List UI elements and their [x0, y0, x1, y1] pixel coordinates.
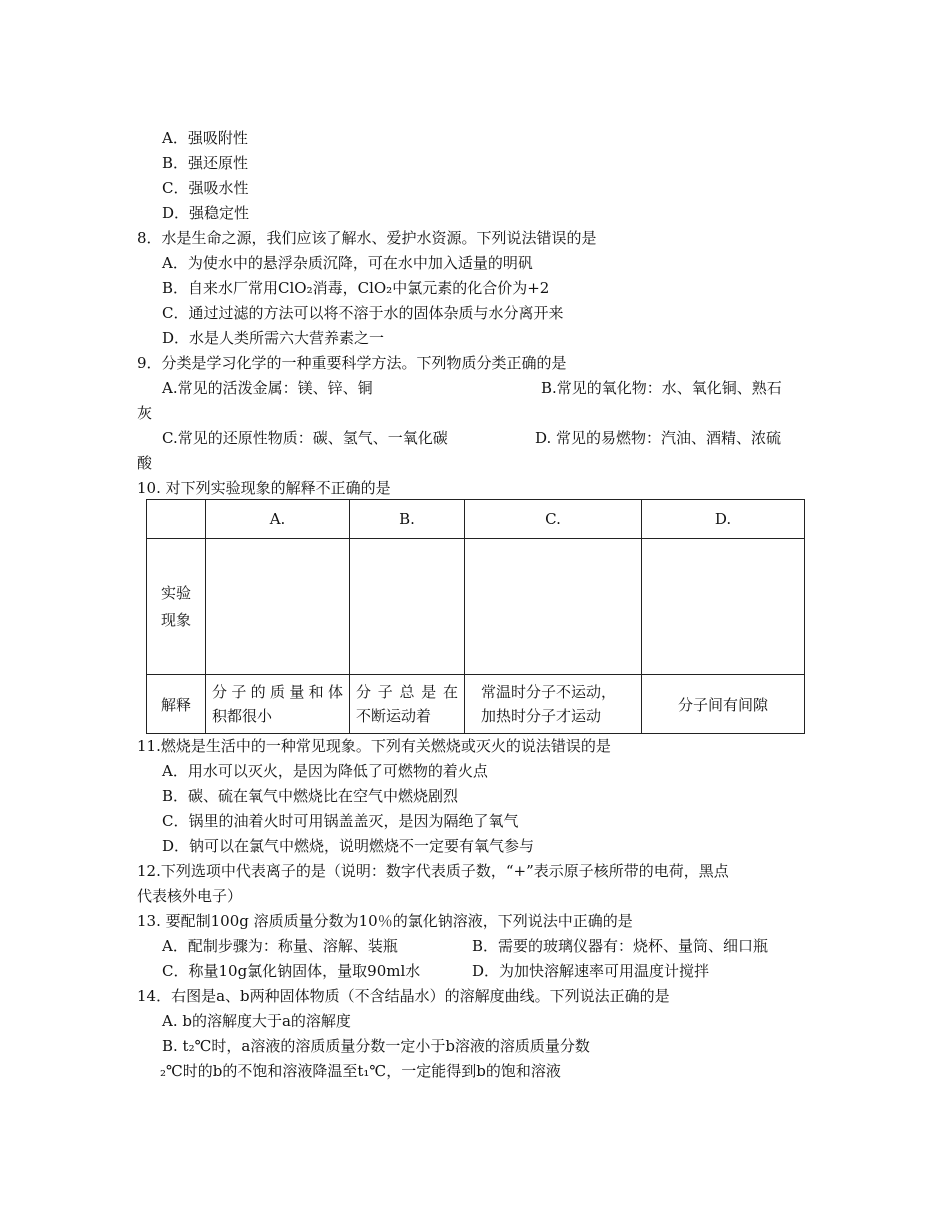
q8-option-c: C．通过过滤的方法可以将不溶于水的固体杂质与水分离开来 [162, 304, 564, 322]
explain-b-line1: 分子总是在 [356, 683, 458, 701]
q11-option-a: A．用水可以灭火，是因为降低了可燃物的着火点 [162, 762, 488, 780]
q8-option-a: A．为使水中的悬浮杂质沉降，可在水中加入适量的明矾 [162, 254, 533, 272]
q13-option-d: D．为加快溶解速率可用温度计搅拌 [472, 962, 710, 980]
row-label-phenomenon-line1: 实验 [160, 583, 191, 602]
explain-cell-b [350, 675, 465, 734]
q9-option-d: D. 常见的易燃物：汽油、酒精、浓硫 [535, 429, 782, 447]
q11-option-c: C．锅里的油着火时可用锅盖盖灭，是因为隔绝了氧气 [162, 812, 519, 830]
explain-a-line1: 分子的质量和体 [212, 683, 343, 701]
q9-option-b-wrap: 灰 [137, 404, 153, 422]
q10-table [146, 499, 805, 734]
row-label-explain: 解释 [147, 675, 206, 734]
q13-stem: 13. 要配制100g 溶质质量分数为10％的氯化钠溶液，下列说法中正确的是 [137, 912, 633, 930]
q11-option-b: B．碳、硫在氧气中燃烧比在空气中燃烧剧烈 [162, 787, 459, 805]
phenomenon-cell-b [350, 539, 465, 675]
q8-option-d: D．水是人类所需六大营养素之一 [162, 329, 385, 347]
q13-option-a: A．配制步骤为：称量、溶解、装瓶 [162, 937, 398, 955]
q14-option-a: A. b的溶解度大于a的溶解度 [162, 1012, 351, 1030]
q7-option-d: D．强稳定性 [162, 204, 250, 222]
q13-option-b: B．需要的玻璃仪器有：烧杯、量筒、细口瓶 [472, 937, 769, 955]
explain-c-line1: 常温时分子不运动， [481, 683, 617, 701]
explain-cell-c [465, 675, 642, 734]
q11-option-d: D．钠可以在氯气中燃烧，说明燃烧不一定要有氧气参与 [162, 837, 535, 855]
q9-stem: 9．分类是学习化学的一种重要科学方法。下列物质分类正确的是 [137, 354, 567, 372]
explain-c-line2: 加热时分子才运动 [481, 707, 602, 725]
q9-option-a: A.常见的活泼金属：镁、锌、铜 [162, 379, 373, 397]
table-header-empty [147, 500, 206, 539]
q10-stem: 10. 对下列实验现象的解释不正确的是 [137, 479, 391, 497]
q7-option-c: C．强吸水性 [162, 179, 249, 197]
table-header-a: A. [206, 500, 350, 539]
q14-option-b: B. t₂℃时，a溶液的溶质质量分数一定小于b溶液的溶质质量分数 [162, 1037, 590, 1055]
table-header-b: B. [350, 500, 465, 539]
explain-b-line2: 不断运动着 [356, 707, 432, 725]
phenomenon-cell-a [206, 539, 350, 675]
row-label-phenomenon [147, 539, 206, 675]
explain-cell-d: 分子间有间隙 [642, 675, 805, 734]
q12-stem-line2: 代表核外电子） [137, 887, 243, 905]
q9-option-b: B.常见的氧化物：水、氧化铜、熟石 [541, 379, 782, 397]
q7-option-a: A．强吸附性 [162, 129, 248, 147]
q12-stem-line1: 12.下列选项中代表离子的是（说明：数字代表质子数，“+”表示原子核所带的电荷，黑点 [137, 862, 729, 880]
table-header-c: C. [465, 500, 642, 539]
explain-a-line2: 积都很小 [212, 707, 273, 725]
q8-option-b: B．自来水厂常用ClO₂消毒，ClO₂中氯元素的化合价为+2 [162, 279, 550, 297]
q8-stem: 8．水是生命之源，我们应该了解水、爱护水资源。下列说法错误的是 [137, 229, 597, 247]
q11-stem: 11.燃烧是生活中的一种常见现象。下列有关燃烧或灭火的说法错误的是 [137, 737, 611, 755]
row-label-phenomenon-line2: 现象 [160, 610, 191, 629]
q14-option-c: ₂℃时的b的不饱和溶液降温至t₁℃，一定能得到b的饱和溶液 [160, 1062, 561, 1080]
q9-option-c: C.常见的还原性物质：碳、氢气、一氧化碳 [162, 429, 448, 447]
table-header-d: D. [642, 500, 805, 539]
q7-option-b: B．强还原性 [162, 154, 249, 172]
explain-cell-a [206, 675, 350, 734]
phenomenon-cell-d [642, 539, 805, 675]
q14-stem: 14．右图是a、b两种固体物质（不含结晶水）的溶解度曲线。下列说法正确的是 [137, 987, 670, 1005]
phenomenon-cell-c [465, 539, 642, 675]
q13-option-c: C．称量10g氯化钠固体，量取90ml水 [162, 962, 421, 980]
q9-option-d-wrap: 酸 [137, 454, 153, 472]
